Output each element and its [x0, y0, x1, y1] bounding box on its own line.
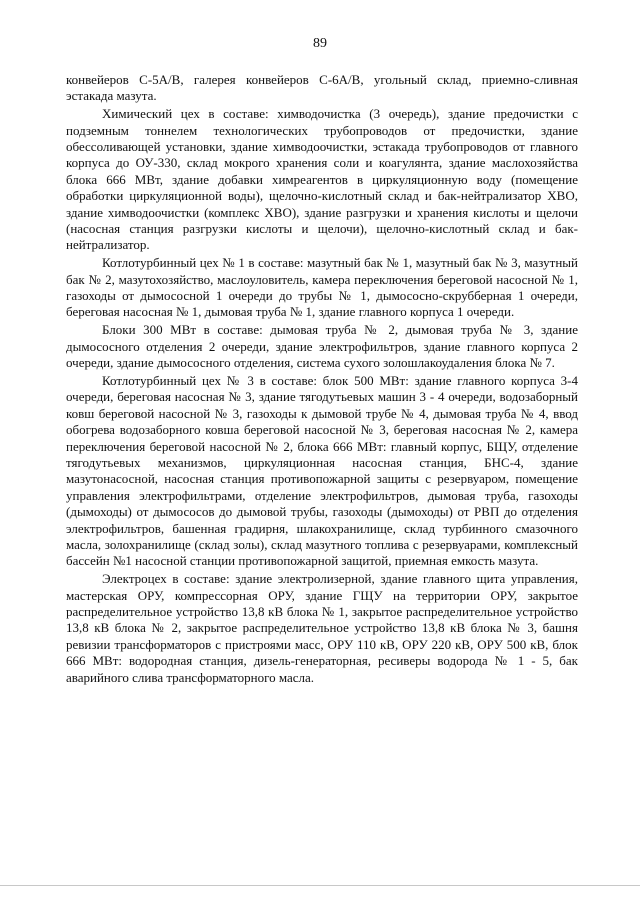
paragraph-boiler-turbine-shop-1: Котлотурбинный цех № 1 в составе: мазутный бак № 1, мазутный бак № 3, мазутный бак № 2, мазутохозяйство, маслоуловитель, камера переключения береговой насосной № 1, газоходы от дымососной 1 очереди до трубы № 1, дымососно-скрубберная 1 очереди, береговая насосная № 1, дымовая труба № 1, здание главного корпуса 1 очереди.: [66, 255, 578, 320]
page-number: 89: [313, 36, 327, 51]
document-body: [66, 72, 578, 687]
bottom-divider: [0, 885, 640, 886]
paragraph-boiler-turbine-shop-3: Котлотурбинный цех № 3 в составе: блок 500 МВт: здание главного корпуса 3-4 очереди, береговая насосная № 3, здание тягодутьевых машин 3 - 4 очереди, водозаборный ковш береговой насосной № 3, газоходы к дымовой трубе № 4, дымовая труба № 4, ввод обогрева водозаборного ковша береговой насосной № 3, береговая насосная № 2, камера переключения береговой насосной № 2, блока 666 МВт: главный корпус, БЩУ, отделение тягодутьевых механизмов, циркуляционная насосная станция, БНС-4, здание мазутонасосной, насосная станция противопожарной защиты с резервуаром, помещение управления электрофильтрами, отделение электрофильтров, дымовая труба, газоходы (дымоходы) от дымососов до дымовой трубы, газоходы (дымоходы) от РВП до отделения электрофильтров, башенная градирня, шлакохранилище, склад турбинного смазочного масла, золохранилище (склад золы), склад мазутного топлива с резервуарами, комплексный бассейн №1 насосной станции противопожарной защитой, приемная емкость мазута.: [66, 372, 578, 569]
paragraph-electrical-shop: Электроцех в составе: здание электролизерной, здание главного щита управления, мастерская ОРУ, компрессорная ОРУ, здание ГЩУ на территории ОРУ, закрытое распределительное устройство 13,8 кВ блока № 1, закрытое распределительное устройство 13,8 кВ блока № 2, закрытое распределительное устройство 13,8 кВ блока № 3, башня ревизии трансформаторов с пристроями масс, ОРУ 110 кВ, ОРУ 220 кВ, ОРУ 500 кВ, блок 666 МВт: водородная станция, дизель-генераторная, ресиверы водорода № 1 - 5, бак аварийного слива трансформаторного масла.: [66, 571, 578, 685]
paragraph-blocks-300mw: Блоки 300 МВт в составе: дымовая труба № 2, дымовая труба № 3, здание дымососного отделения 2 очереди, здание электрофильтров, здание главного корпуса 2 очереди, здание дымососного отделения, система сухого золошлакоудаления блока № 7.: [66, 322, 578, 371]
paragraph-continuation: конвейеров С-5А/В, галерея конвейеров С-6А/В, угольный склад, приемно-сливная эстакада мазута.: [66, 72, 578, 104]
paragraph-chemical-shop: Химический цех в составе: химводочистка (3 очередь), здание предочистки с подземным тоннелем технологических трубопроводов от предочистки, здание обессоливающей установки, здание химводоочистки, эстакада трубопроводов от главного корпуса до ОУ-330, склад мокрого хранения соли и коагулянта, здание маслохозяйства блока 666 МВт, здание добавки химреагентов в циркуляционную воду (помещение обработки циркуляционной воды), щелочно-кислотный склад и бак-нейтрализатор ХВО, здание химводоочистки (комплекс ХВО), здание разгрузки и хранения кислоты и щелочи (насосная станция разгрузки кислоты и щелочи), щелочно-кислотный склад и бак-нейтрализатор.: [66, 106, 578, 253]
